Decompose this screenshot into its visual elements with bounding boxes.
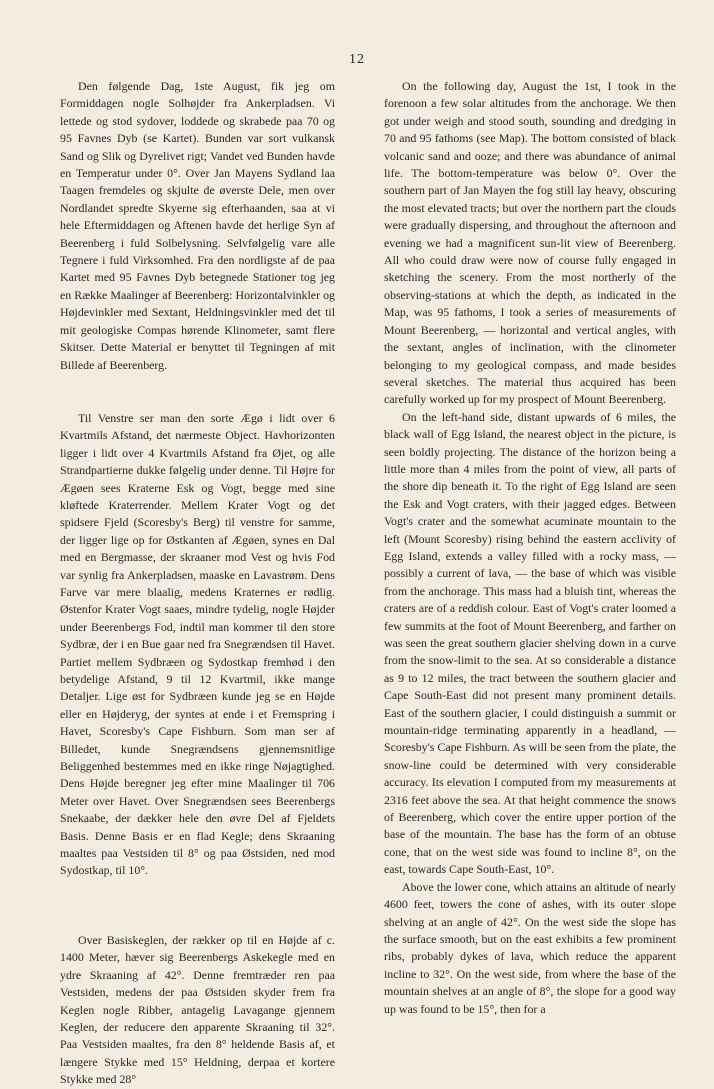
- english-column: [384, 78, 676, 1018]
- page-number: 12: [349, 52, 365, 67]
- danish-paragraph: Over Basiskeglen, der rækker op til en Højde af c. 1400 Meter, hæver sig Beerenbergs Askekegle med en ydre Skraaning af 42°. Denne fremtræder ren paa Vestsiden, medens der paa Østsiden skyder frem fra Keglen nogle Ribber, antagelig Lavagange gjennem Keglen, der reducere den apparente Skraaning til 32°. Paa Vestsiden maaltes, fra den 8° heldende Basis af, et længere Stykke med 15° Heldning, derpaa et kortere Stykke med 28°: [60, 932, 335, 1087]
- english-paragraph: On the following day, August the 1st, I took in the forenoon a few solar altitudes from the anchorage. We then got under weigh and stood south, sounding and dredging in 70 and 95 fathoms (see Map). The bottom consisted of black volcanic sand and ooze; and there was abundance of animal life. The bottom-temperature was below 0°. Over the southern part of Jan Mayen the fog still lay heavy, obscuring the most elevated tracts; but over the northern part the clouds were gradually dispersing, and throughout the afternoon and evening we had a magnificent sun-lit view of Beerenberg. All who could draw were now of course fully engaged in sketching the scenery. From the most northerly of the observing-stations at which the depth, as indicated in the Map, was 95 fathoms, I took a series of measurements of Mount Beerenberg, — horizontal and vertical angles, with the sextant, angles of inclination, with the clinometer belonging to my geological compass, and made besides several sketches. The material thus acquired has been carefully worked up for my prospect of Mount Beerenberg.: [384, 79, 676, 407]
- english-paragraph: Above the lower cone, which attains an altitude of nearly 4600 feet, towers the cone of ashes, with its outer slope shelving at an angle of 42°. On the west side the slope has the surface smooth, but on the east exhibits a few prominent ribs, probably dykes of lava, which reduce the apparent incline to 32°. On the west side, from where the base of the mountain shelves at an angle of 8°, the slope for a good way up was found to be 15°, then for a: [384, 879, 676, 1016]
- paragraph-gap: [60, 374, 335, 410]
- danish-paragraph: Til Venstre ser man den sorte Ægø i lidt over 6 Kvartmils Afstand, det nærmeste Object. Havhorizonten ligger i lidt over 4 Kvartmils Afstand fra Øjet, og alle Strandpartierne dukke følgelig under denne. Til Højre for Ægøen sees Kraterne Esk og Vogt, begge med sine kløftede Kraterrender. Mellem Krater Vogt og det spidsere Fjeld (Scoresby's Berg) til venstre for samme, der ligger lige op for Østkanten af Ægøen, synes en Dal med en Bergmasse, der skraaner mod Vest og hvis Fod var synlig fra Ankerpladsen, maaske en Lavastrøm. Dens Farve var mere blaalig, medens Kraternes er rødlig. Østenfor Krater Vogt saaes, mindre tydelig, nogle Højder under Beerenbergs Fod, indtil man kommer til den store Sydbræ, der i en Bue gaar ned fra Snegrændsen til Havet. Partiet mellem Sydbræen og Sydostkap fremhød i den betydelige Afstand, 9 til 12 Kvartmil, ikke mange Detaljer. Lige øst for Sydbræen kunde jeg se en Højde eller en Højderyg, der syntes at ende i et Fremspring i Havet, Scoresby's Cape Fishburn. Som man ser af Billedet, kunde Snegrændsens gjennemsnitlige Beliggenhed bestemmes med en ikke ringe Nøjagtighed. Dens Højde beregner jeg efter mine Maalinger til 706 Meter over Havet. Over Snegrændsen sees Beerenbergs Snekaabe, der dækker hele den øvre Del af Fjeldets Basis. Denne Basis er en flad Kegle; dens Skraaning maaltes paa Vestsiden til 8° og paa Østsiden, ned mod Sydostkap, til 10°.: [60, 410, 335, 878]
- danish-paragraph: Den følgende Dag, 1ste August, fik jeg om Formiddagen nogle Solhøjder fra Ankerpladsen. Vi lettede og stod sydover, loddede og skrabede paa 70 og 95 Favnes Dyb (se Kartet). Bunden var sort vulkansk Sand og Slik og Dyrelivet rigt; Vandet ved Bunden havde en Temperatur under 0°. Over Jan Mayens Sydland laa Taagen fremdeles og skjulte de øverste Dele, men over Nordlandet spredte Skyerne sig efterhaanden, saa at vi hele Eftermiddagen og Aftenen havde det herlige Syn af Beerenberg i fuld Solbelysning. Selvfølgelig vare alle Tegnere i fuld Virksomhed. Fra den nordligste af de paa Kartet med 95 Favnes Dyb betegnede Stationer tog jeg en Række Maalinger af Beerenberg: Horizontalvinkler og Højdevinkler med Sextant, Heldningsvinkler med det til mit geologiske Compas hørende Klinometer, samt flere Skitser. Dette Material er benyttet til Tegningen af mit Billede af Beerenberg.: [60, 79, 335, 372]
- danish-column: [60, 78, 335, 1089]
- paragraph-gap: [60, 880, 335, 932]
- english-paragraph: On the left-hand side, distant upwards of 6 miles, the black wall of Egg Island, the nearest object in the picture, is seen boldly projecting. The distance of the horizon being a little more than 4 miles from the point of view, all parts of the shore dip beneath it. To the right of Egg Island are seen the Esk and Vogt craters, with their jagged edges. Between Vogt's crater and the somewhat acuminate mountain to the left (Mount Scoresby) rising behind the eastern acclivity of Egg Island, extends a valley filled with a rocky mass, — possibly a current of lava, — the base of which was visible from the anchorage. This mass had a bluish tint, whereas the craters are of a reddish colour. East of Vogt's crater loomed a few summits at the foot of Mount Beerenberg, and farther on was seen the great southern glacier shelving down in a curve from the snow-limit to the sea. At so considerable a distance as 9 to 12 miles, the tract between the southern glacier and Cape South-East did not present many prominent details. East of the southern glacier, I could distinguish a summit or mountain-ridge terminating apparently in a headland, — Scoresby's Cape Fishburn. As will be seen from the plate, the snow-line could be determined with very considerable accuracy. Its elevation I computed from my measurements at 2316 feet above the sea. At that height commence the snows of Beerenberg, which cover the entire upper portion of the base of the mountain. The base has the form of an obtuse cone, that on the west side was found to incline 8°, on the east, towards Cape South-East, 10°.: [384, 409, 676, 877]
